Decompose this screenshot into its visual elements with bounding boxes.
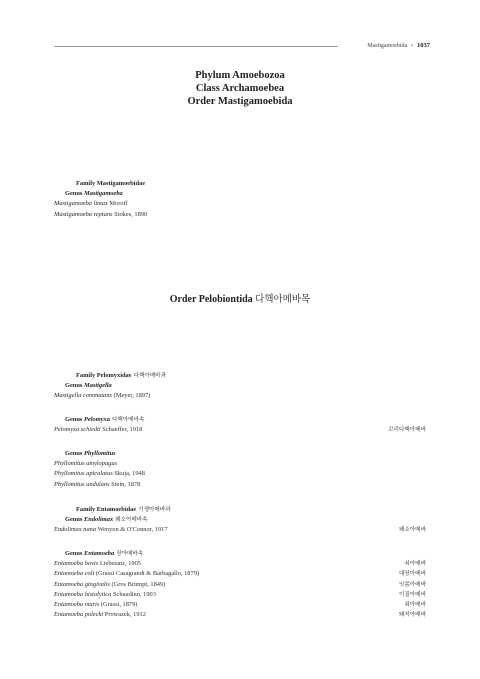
- species-entry: [54, 425, 426, 435]
- species-authority: Schaeffer, 1918: [102, 426, 143, 434]
- species-authority: Stokes, 1890: [114, 210, 148, 218]
- species-authority: Liebetanz, 1905: [99, 560, 141, 568]
- genus-prefix: Genus: [65, 416, 83, 423]
- species-name: Entamoeba histolytica: [54, 590, 112, 598]
- species-entry: [54, 600, 426, 610]
- species-entry: [54, 590, 426, 600]
- species-name: Entamoeba polecki: [54, 611, 104, 619]
- species-korean-name: 왜소아메바: [398, 527, 426, 534]
- species-authority: (Gros Brumpt, 1849): [111, 580, 166, 588]
- species-name: Entamoeba bovis: [54, 560, 99, 568]
- genus-heading: [54, 449, 426, 459]
- species-entry: [54, 480, 426, 490]
- taxonomy-title-block: [0, 69, 480, 108]
- genus-heading: [54, 515, 426, 525]
- species-name: Entamoeba gingivalis: [54, 580, 110, 588]
- order-title: Order Mastigamoebida: [187, 96, 293, 107]
- species-korean-name: 대장아메바: [398, 571, 426, 578]
- family-heading: [54, 371, 426, 381]
- family-korean-name: 다핵아메바과: [133, 373, 166, 379]
- genus-prefix: Genus: [65, 190, 83, 198]
- species-name: Phyllomitus amylopagus: [54, 460, 118, 468]
- genus-heading: [54, 381, 426, 391]
- family-heading: Family Mastigamoebidae: [76, 180, 146, 187]
- family-heading: [54, 505, 426, 515]
- order-name: Order Pelobiontida: [169, 294, 253, 305]
- family-name: Family Pelomyxidae: [76, 372, 132, 379]
- species-name: Entamoeba muris: [54, 600, 100, 608]
- order-korean-name: 다핵아메바목: [255, 294, 311, 305]
- species-authority: (Meyer, 1897): [113, 392, 151, 400]
- order-heading-pelobiontida: [0, 291, 480, 305]
- species-authority: (Grassi, 1879): [100, 600, 138, 608]
- header-rule: [54, 46, 338, 47]
- species-authority: Stein, 1878: [111, 480, 141, 488]
- species-authority: Skuja, 1948: [114, 470, 145, 478]
- species-korean-name: 꼬리다핵아메바: [388, 427, 426, 434]
- genus-name: Pelomyxa: [84, 416, 110, 423]
- family-block-pelomyxidae: [54, 371, 426, 402]
- species-authority: (Grassi Casagrandi & Barbagallo, 1879): [95, 570, 200, 578]
- genus-name: Endolimax: [84, 516, 114, 524]
- species-entry: [54, 559, 426, 569]
- species-authority: Moroff: [109, 200, 128, 208]
- species-name: Mastigella commutans: [54, 392, 113, 400]
- genus-block-phyllomitus: [54, 449, 426, 490]
- species-korean-name: 잇몸아메바: [398, 581, 426, 588]
- species-entry: [54, 459, 426, 469]
- species-korean-name: 이질아메바: [398, 591, 426, 598]
- species-authority: Schaudinn, 1903: [112, 590, 156, 598]
- genus-korean-name: 왜소아메바속: [115, 517, 148, 524]
- genus-prefix: Genus: [65, 450, 83, 457]
- class-title: Class Archamoebea: [195, 83, 285, 94]
- species-korean-name: 쥐아메바: [404, 601, 426, 608]
- species-korean-name: 쇠아메바: [404, 561, 426, 568]
- genus-name: Mastigamoeba: [84, 190, 123, 198]
- family-korean-name: 기생아메바과: [138, 507, 171, 513]
- genus-block-pelomyxa: [54, 415, 426, 435]
- genus-prefix: Genus: [65, 550, 83, 557]
- header-separator: •: [411, 44, 413, 49]
- genus-prefix: Genus: [65, 382, 83, 390]
- species-name: Mastigamoeba limax: [54, 200, 108, 208]
- species-entry: [54, 210, 426, 220]
- header-text: [367, 40, 430, 53]
- genus-name: Phyllomitus: [84, 450, 116, 457]
- species-name: Pelomyxa schiedti: [54, 426, 101, 434]
- genus-korean-name: 장아메바속: [116, 551, 144, 557]
- genus-name: Mastigella: [84, 382, 112, 390]
- species-name: Entamoeba coli: [54, 570, 95, 578]
- species-name: Phyllomitus undulans: [54, 480, 110, 488]
- species-name: Mastigamoeba reptans: [54, 210, 113, 218]
- species-name: Phyllomitus apiculatus: [54, 470, 113, 478]
- species-name: Endolimax nana: [54, 526, 97, 534]
- phylum-title: Phylum Amoebozoa: [195, 70, 285, 81]
- family-name: Family Entamoebidae: [76, 506, 137, 513]
- species-entry: [54, 569, 426, 579]
- species-korean-name: 돼지아메바: [398, 612, 426, 619]
- genus-heading: [54, 415, 426, 425]
- page-number: 1037: [417, 42, 430, 49]
- genus-korean-name: 다핵아메바속: [111, 417, 145, 423]
- family-block-mastigamoebidae: [54, 179, 426, 220]
- genus-block-entamoeba: [54, 549, 426, 620]
- species-entry: [54, 469, 426, 479]
- species-authority: Prowazek, 1912: [104, 611, 146, 619]
- genus-heading: [54, 549, 426, 559]
- species-entry: [54, 580, 426, 590]
- species-authority: Wenyon & O'Connor, 1917: [97, 526, 168, 534]
- genus-heading: [54, 189, 426, 199]
- family-block-entamoebidae: [54, 505, 426, 536]
- species-entry: [54, 391, 426, 401]
- genus-prefix: Genus: [65, 516, 83, 524]
- species-entry: [54, 525, 426, 535]
- running-header: [54, 40, 430, 52]
- genus-name: Entamoeba: [84, 550, 115, 557]
- header-section-name: Mastigamoebida: [367, 43, 408, 49]
- species-entry: [54, 199, 426, 209]
- species-entry: [54, 610, 426, 620]
